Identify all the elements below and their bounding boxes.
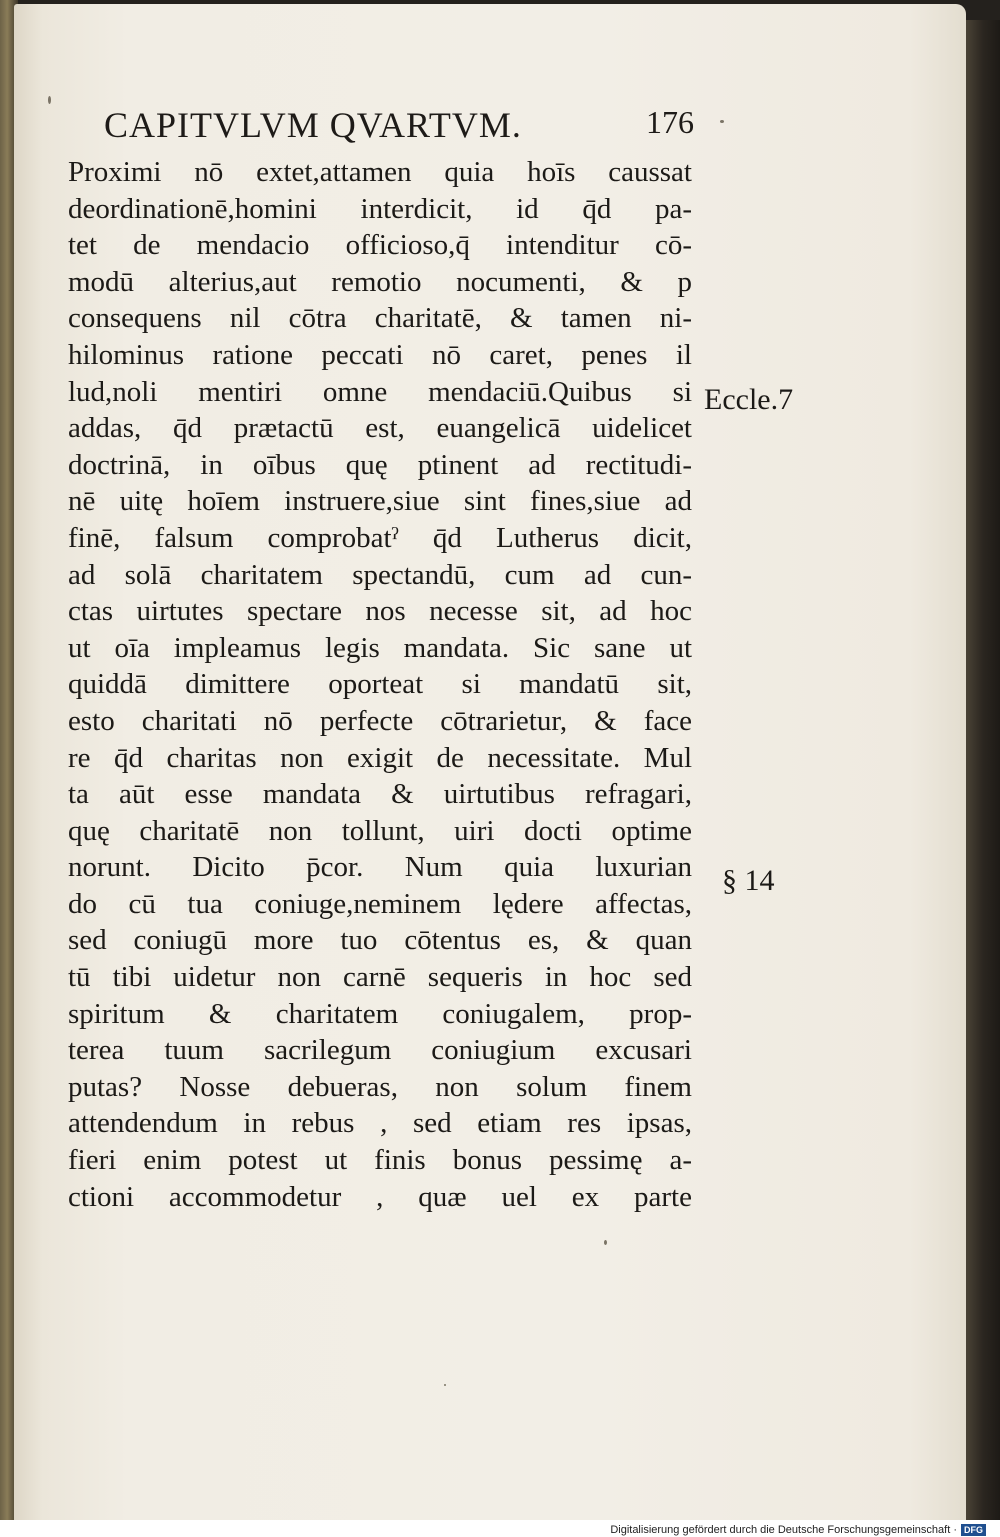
- running-head: CAPITVLVM QVARTVM.: [104, 105, 522, 145]
- text-line: deordinationē,homini interdicit, id q̄d pa-: [68, 192, 692, 225]
- paper-speck: [604, 1240, 607, 1245]
- text-line: Proximi nō extet,attamen quia hoīs caussat: [68, 156, 692, 188]
- page-header: [104, 104, 694, 154]
- text-line: lud,noli mentiri omne mendaciū.Quibus si: [68, 375, 692, 408]
- text-line: spiritum & charitatem coniugalem, prop-: [68, 997, 692, 1030]
- text-line: esto charitati nō perfecte cōtrarietur, & face: [68, 704, 692, 737]
- text-line: ad solā charitatem spectandū, cum ad cun-: [68, 558, 692, 591]
- text-line: consequens nil cōtra charitatē, & tamen ni-: [68, 302, 692, 335]
- text-line: ctioni accommodetur , quæ uel ex parte: [68, 1180, 692, 1213]
- text-line: addas, q̄d prætactū est, euangelicā uidelicet: [68, 412, 692, 445]
- marginal-note-section: § 14: [722, 864, 775, 897]
- text-line: ta aūt esse mandata & uirtutibus refragari,: [68, 778, 692, 811]
- paper-speck: [720, 120, 724, 123]
- text-line: sed coniugū more tuo cōtentus es, & quan: [68, 924, 692, 957]
- text-line: tet de mendacio officioso,q̄ intenditur cō-: [68, 229, 692, 262]
- text-line: nē uitę hoīem instruere,siue sint fines,siue ad: [68, 485, 692, 518]
- body-text: [68, 154, 692, 1215]
- marginal-note-eccle: Eccle.7: [704, 383, 794, 416]
- text-line: ctas uirtutes spectare nos necesse sit, ad hoc: [68, 595, 692, 628]
- text-line: fieri enim potest ut finis bonus pessimę a-: [68, 1144, 692, 1177]
- page-number: 176: [646, 104, 694, 140]
- text-line: tū tibi uidetur non carnē sequeris in hoc sed: [68, 961, 692, 994]
- text-line: terea tuum sacrilegum coniugium excusari: [68, 1034, 692, 1067]
- text-line: re q̄d charitas non exigit de necessitate. Mul: [68, 741, 692, 774]
- text-line: hilominus ratione peccati nō caret, penes il: [68, 338, 692, 371]
- text-line: ut oīa impleamus legis mandata. Sic sane ut: [68, 631, 692, 664]
- text-line: finē, falsum comprobatˀ q̄d Lutherus dicit,: [68, 521, 692, 554]
- dfg-logo: DFG: [961, 1524, 986, 1536]
- digitization-credit: [610, 1522, 986, 1537]
- text-line: norunt. Dicito p̄cor. Num quia luxurian: [68, 851, 692, 884]
- text-line: doctrinā, in oībus quę ptinent ad rectitudi-: [68, 448, 692, 481]
- text-line: quę charitatē non tollunt, uiri docti optime: [68, 814, 692, 847]
- paper-speck: [444, 1384, 446, 1386]
- paper-speck: [48, 96, 51, 104]
- text-line: modū alterius,aut remotio nocumenti, & p: [68, 265, 692, 298]
- credit-text: Digitalisierung gefördert durch die Deutsche Forschungsgemeinschaft ·: [610, 1523, 957, 1536]
- text-line: quiddā dimittere oporteat si mandatū sit,: [68, 668, 692, 701]
- text-line: putas? Nosse debueras, non solum finem: [68, 1070, 692, 1103]
- text-line: do cū tua coniuge,neminem lędere affectas,: [68, 887, 692, 920]
- text-line: attendendum in rebus , sed etiam res ipsas,: [68, 1107, 692, 1140]
- page-edge-shadow: [966, 20, 1000, 1520]
